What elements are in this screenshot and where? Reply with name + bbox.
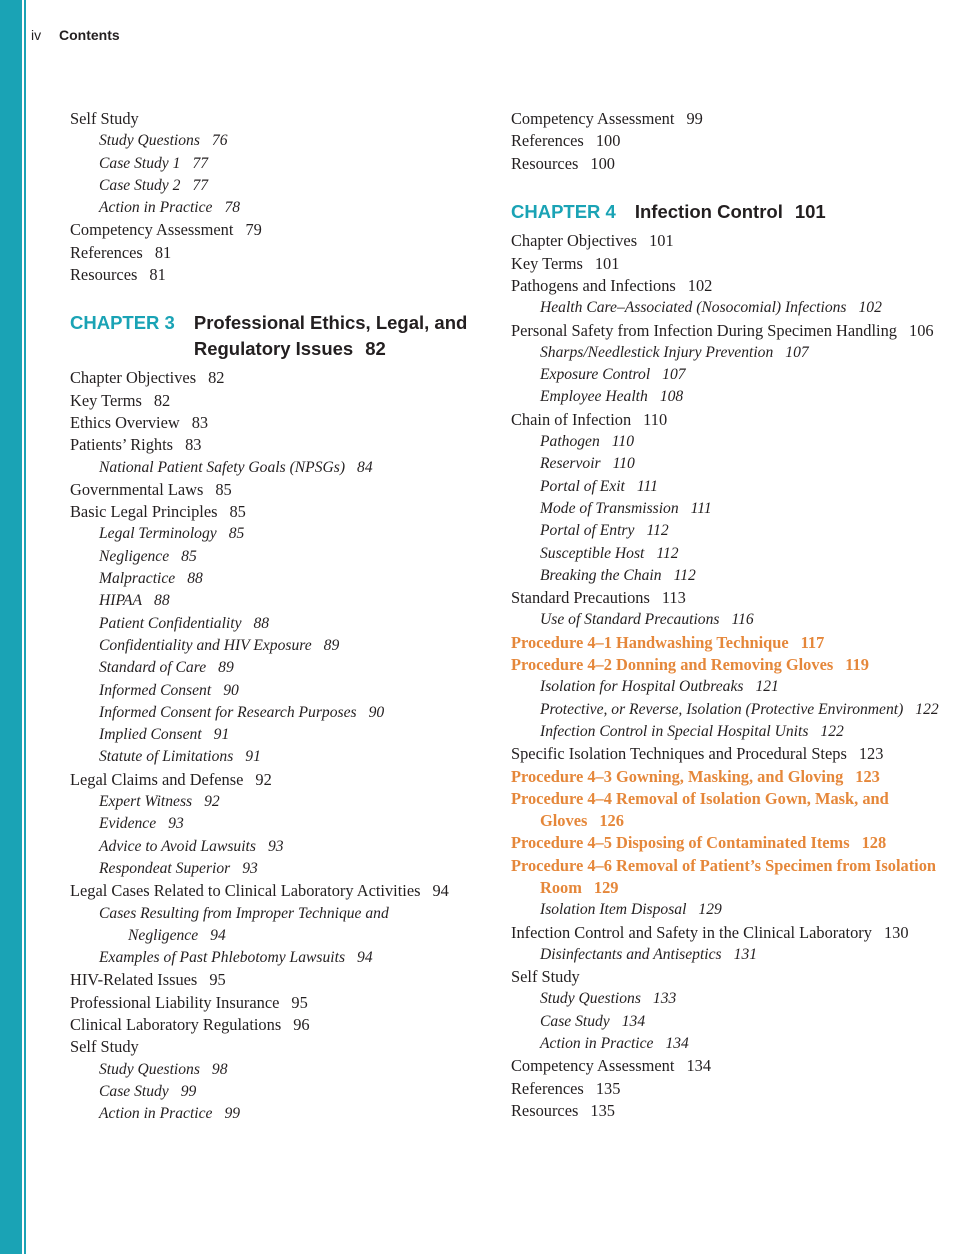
toc-entry-text: Advice to Avoid Lawsuits — [99, 837, 256, 855]
toc-entry-page: 91 — [213, 726, 230, 744]
toc-subentry[interactable] — [511, 364, 951, 386]
toc-subentry[interactable] — [70, 947, 470, 969]
toc-entry-page: 112 — [673, 566, 696, 584]
toc-entry-text: Standard of Care — [99, 659, 207, 677]
toc-entry-text: Legal Cases Related to Clinical Laboratory Activities — [70, 881, 421, 901]
toc-entry-page: 123 — [858, 744, 884, 764]
toc-subentry[interactable] — [511, 899, 951, 921]
toc-entry-text: Personal Safety from Infection During Specimen Handling — [511, 320, 897, 340]
toc-entry-page: 134 — [665, 1035, 689, 1053]
toc-procedure-entry[interactable] — [511, 855, 951, 900]
toc-entry-page: 106 — [909, 320, 934, 340]
toc-entry-text: Disinfectants and Antiseptics — [540, 945, 722, 963]
toc-entry-text: Case Study 1 — [99, 154, 181, 172]
toc-entry-page: 116 — [731, 611, 754, 629]
toc-entry-text: Malpractice — [99, 570, 176, 588]
toc-entry-text: Study Questions — [99, 1060, 200, 1078]
toc-entry[interactable] — [70, 479, 470, 501]
toc-entry-page: 123 — [855, 766, 880, 786]
chapter-title[interactable] — [194, 310, 470, 361]
toc-entry-page: 113 — [661, 588, 686, 608]
toc-subentry[interactable] — [511, 676, 951, 698]
toc-entry-page: 76 — [211, 132, 228, 150]
toc-entry-text: Protective, or Reverse, Isolation (Protective Environment) — [540, 700, 904, 718]
toc-entry-page: 135 — [590, 1100, 615, 1120]
toc-entry-text: Resources — [511, 153, 579, 173]
toc-entry-text: Ethics Overview — [70, 412, 180, 432]
toc-entry[interactable] — [511, 409, 951, 431]
chapter-heading-4 — [511, 199, 951, 225]
toc-entry-page: 84 — [357, 458, 373, 476]
toc-entry-text: National Patient Safety Goals (NPSGs) — [99, 458, 346, 476]
toc-entry-text: Breaking the Chain — [540, 566, 662, 584]
toc-entry[interactable] — [511, 743, 951, 765]
toc-entry-text: Patient Confidentiality — [99, 614, 242, 632]
toc-subentry[interactable] — [70, 858, 470, 880]
toc-entry-page: 131 — [733, 945, 758, 963]
toc-entry-text: Statute of Limitations — [99, 748, 234, 766]
toc-entry-text: References — [511, 1078, 584, 1098]
toc-entry-text: Competency Assessment — [511, 109, 675, 128]
toc-entry-page: 117 — [800, 632, 825, 652]
toc-subentry[interactable] — [70, 568, 470, 590]
toc-entry-page: 102 — [687, 275, 713, 295]
toc-entry-page: 133 — [652, 990, 677, 1008]
toc-subentry[interactable] — [511, 453, 951, 475]
toc-entry-page: 83 — [185, 435, 202, 455]
toc-entry-page: 110 — [643, 409, 668, 429]
toc-entry-text: Study Questions — [540, 990, 641, 1008]
toc-entry-page: 99 — [686, 109, 703, 128]
toc-entry-text: Employee Health — [540, 388, 648, 406]
toc-entry-page: 128 — [861, 833, 887, 853]
toc-entry-page: 85 — [229, 502, 246, 522]
toc-entry[interactable] — [70, 108, 470, 130]
toc-entry-text: References — [511, 131, 584, 151]
toc-entry-page: 135 — [595, 1078, 621, 1098]
toc-entry-text: Basic Legal Principles — [70, 502, 218, 522]
toc-entry-text: Action in Practice — [99, 199, 213, 217]
toc-entry-page: 88 — [253, 614, 270, 632]
toc-entry-page: 111 — [636, 477, 658, 495]
toc-entry[interactable] — [511, 153, 951, 175]
toc-entry-page: 112 — [646, 522, 669, 540]
toc-entry-text: Implied Consent — [99, 726, 202, 744]
toc-entry[interactable] — [70, 1014, 470, 1036]
toc-entry-page: 77 — [192, 154, 209, 172]
toc-entry-page: 93 — [267, 837, 284, 855]
toc-entry-page: 90 — [368, 703, 385, 721]
toc-entry-text: Action in Practice — [99, 1105, 213, 1123]
toc-entry-text: Procedure 4–5 Disposing of Contaminated Items — [511, 833, 850, 853]
toc-subentry[interactable] — [70, 680, 470, 702]
toc-entry-text: Expert Witness — [99, 793, 193, 811]
toc-entry-text: Pathogens and Infections — [511, 275, 676, 295]
toc-entry-text: Case Study 2 — [99, 176, 181, 194]
toc-subentry[interactable] — [70, 175, 470, 197]
toc-subentry[interactable] — [70, 702, 470, 724]
toc-subentry[interactable] — [511, 476, 951, 498]
toc-subentry[interactable] — [70, 746, 470, 768]
toc-entry-page: 82 — [153, 390, 171, 410]
toc-entry-page: 111 — [690, 499, 712, 517]
toc-entry-text: HIV-Related Issues — [70, 970, 198, 990]
toc-subentry[interactable] — [511, 609, 951, 631]
toc-entry-text: Procedure 4–4 Removal of Isolation Gown, Mask, and Gloves — [511, 788, 889, 831]
toc-entry-text: Self Study — [70, 1037, 139, 1057]
toc-entry-page: 96 — [293, 1014, 310, 1034]
toc-entry[interactable] — [70, 264, 470, 286]
toc-entry-text: Isolation Item Disposal — [540, 901, 687, 919]
toc-entry-text: Negligence — [99, 547, 170, 565]
toc-entry-page: 92 — [255, 769, 272, 789]
chapter-page: 82 — [365, 337, 386, 359]
toc-subentry[interactable] — [70, 903, 470, 948]
chapter-label: CHAPTER 4 — [511, 200, 616, 222]
toc-subentry[interactable] — [70, 523, 470, 545]
toc-entry[interactable] — [511, 320, 951, 342]
toc-entry-page: 90 — [223, 681, 239, 699]
toc-entry[interactable] — [70, 1036, 470, 1058]
toc-entry-text: Chain of Infection — [511, 409, 632, 429]
toc-entry-page: 121 — [755, 678, 779, 696]
toc-entry-text: Susceptible Host — [540, 544, 645, 562]
toc-entry[interactable] — [70, 242, 470, 264]
toc-entry-page: 107 — [785, 343, 809, 361]
chapter-title-text: Infection Control — [634, 200, 783, 222]
toc-entry[interactable] — [70, 219, 470, 241]
toc-entry-page: 100 — [595, 131, 621, 151]
toc-entry-text: Case Study — [99, 1082, 169, 1100]
toc-entry-text: Infection Control and Safety in the Clinical Laboratory — [511, 922, 872, 942]
toc-entry-text: Informed Consent for Research Purposes — [99, 703, 357, 721]
toc-subentry[interactable] — [511, 498, 951, 520]
toc-procedure-entry[interactable] — [511, 832, 951, 854]
toc-entry-text: Legal Terminology — [99, 525, 217, 543]
toc-subentry[interactable] — [511, 565, 951, 587]
toc-entry[interactable] — [511, 966, 951, 988]
toc-entry-page: 122 — [915, 700, 939, 718]
toc-entry-text: Self Study — [511, 967, 580, 987]
chapter-heading-3 — [70, 310, 470, 361]
toc-entry-text: Evidence — [99, 815, 157, 833]
toc-entry-page: 99 — [180, 1082, 197, 1100]
toc-entry[interactable] — [511, 275, 951, 297]
toc-entry[interactable] — [511, 108, 951, 130]
toc-subentry[interactable] — [70, 791, 470, 813]
toc-entry[interactable] — [70, 969, 470, 991]
toc-entry-text: Specific Isolation Techniques and Procedural Steps — [511, 744, 847, 764]
running-header — [31, 27, 120, 43]
toc-entry-page: 101 — [594, 253, 620, 273]
toc-entry[interactable] — [70, 501, 470, 523]
toc-entry-page: 94 — [210, 926, 226, 944]
toc-entry-page: 85 — [215, 479, 232, 499]
toc-entry-page: 102 — [858, 299, 882, 317]
toc-entry[interactable] — [511, 253, 951, 275]
toc-entry[interactable] — [511, 230, 951, 252]
toc-subentry[interactable] — [70, 836, 470, 858]
chapter-page: 101 — [794, 200, 826, 222]
toc-right-column — [511, 108, 951, 1122]
toc-entry-page: 112 — [656, 544, 679, 562]
toc-list-right — [511, 230, 951, 1122]
toc-entry-text: Competency Assessment — [511, 1056, 675, 1076]
edge-color-bar — [0, 0, 22, 1254]
toc-entry-text: Mode of Transmission — [540, 499, 679, 517]
toc-list-left-pre — [70, 108, 470, 286]
toc-entry-text: Infection Control in Special Hospital Units — [540, 722, 809, 740]
chapter-label: CHAPTER 3 — [70, 312, 175, 334]
toc-subentry[interactable] — [70, 590, 470, 612]
toc-entry[interactable] — [511, 587, 951, 609]
toc-entry-page: 134 — [686, 1056, 712, 1076]
toc-entry-page: 94 — [432, 881, 449, 901]
toc-entry-page: 78 — [224, 199, 241, 217]
toc-subentry[interactable] — [511, 988, 951, 1010]
toc-entry-page: 85 — [181, 547, 197, 565]
toc-entry-text: Standard Precautions — [511, 588, 650, 608]
toc-subentry[interactable] — [511, 342, 951, 364]
toc-entry-text: Resources — [511, 1100, 579, 1120]
edge-rule — [24, 0, 26, 1254]
toc-entry-text: Isolation for Hospital Outbreaks — [540, 678, 744, 696]
toc-entry-text: Examples of Past Phlebotomy Lawsuits — [99, 949, 346, 967]
toc-entry[interactable] — [511, 1078, 951, 1100]
toc-entry-text: Patients’ Rights — [70, 435, 174, 455]
toc-entry-page: 129 — [593, 878, 619, 897]
toc-subentry[interactable] — [70, 635, 470, 657]
toc-subentry[interactable] — [70, 1081, 470, 1103]
toc-procedure-entry[interactable] — [511, 766, 951, 788]
toc-entry-page: 100 — [590, 153, 615, 173]
toc-entry[interactable] — [511, 1055, 951, 1077]
toc-entry-page: 122 — [820, 722, 844, 740]
toc-procedure-entry[interactable] — [511, 788, 951, 833]
toc-entry[interactable] — [511, 130, 951, 152]
toc-entry-page: 93 — [168, 815, 184, 833]
toc-entry-text: Governmental Laws — [70, 479, 204, 499]
toc-entry-text: Procedure 4–3 Gowning, Masking, and Gloving — [511, 766, 844, 786]
toc-entry-text: Chapter Objectives — [511, 231, 638, 251]
toc-subentry[interactable] — [511, 431, 951, 453]
toc-subentry[interactable] — [70, 657, 470, 679]
toc-entry-text: Reservoir — [540, 455, 601, 473]
toc-entry-page: 93 — [242, 859, 258, 877]
toc-subentry[interactable] — [70, 457, 470, 479]
toc-entry-text: Informed Consent — [99, 681, 212, 699]
toc-entry-text: References — [70, 242, 143, 262]
toc-entry-text: Procedure 4–2 Donning and Removing Gloves — [511, 655, 834, 675]
toc-subentry[interactable] — [511, 297, 951, 319]
toc-entry-page: 92 — [204, 793, 220, 811]
toc-entry-text: Key Terms — [511, 253, 583, 273]
toc-entry[interactable] — [511, 922, 951, 944]
toc-entry-page: 77 — [192, 176, 209, 194]
toc-entry[interactable] — [70, 367, 470, 389]
toc-entry-page: 110 — [612, 455, 635, 473]
toc-entry-page: 89 — [218, 659, 234, 677]
toc-entry-text: Chapter Objectives — [70, 368, 197, 388]
toc-entry-page: 83 — [191, 412, 209, 432]
toc-entry-page: 94 — [357, 949, 373, 967]
toc-subentry[interactable] — [70, 613, 470, 635]
toc-subentry[interactable] — [511, 543, 951, 565]
toc-entry[interactable] — [70, 769, 470, 791]
toc-subentry[interactable] — [70, 153, 470, 175]
toc-entry-text: HIPAA — [99, 592, 143, 610]
toc-entry-text: Portal of Entry — [540, 522, 635, 540]
chapter-title-text: Professional Ethics, Legal, and Regulatory Issues — [193, 312, 468, 359]
toc-entry-text: Action in Practice — [540, 1035, 654, 1053]
toc-entry-page: 81 — [149, 265, 166, 285]
toc-entry-text: Procedure 4–1 Handwashing Technique — [511, 632, 789, 652]
toc-entry-text: Exposure Control — [540, 366, 651, 384]
toc-subentry[interactable] — [511, 721, 951, 743]
toc-subentry[interactable] — [511, 944, 951, 966]
toc-entry-text: Portal of Exit — [540, 477, 625, 495]
toc-entry-page: 129 — [698, 901, 722, 919]
toc-subentry[interactable] — [511, 699, 951, 721]
toc-entry-text: Resources — [70, 265, 138, 285]
toc-entry[interactable] — [70, 412, 470, 434]
toc-entry-text: Cases Resulting from Improper Technique and Negligence — [99, 904, 389, 944]
toc-subentry[interactable] — [70, 130, 470, 152]
toc-subentry[interactable] — [511, 520, 951, 542]
toc-entry-text: Health Care–Associated (Nosocomial) Infections — [540, 299, 847, 317]
toc-entry-text: Study Questions — [99, 132, 200, 150]
toc-entry[interactable] — [70, 434, 470, 456]
toc-entry-page: 95 — [291, 992, 308, 1012]
toc-list-left — [70, 367, 470, 1125]
toc-procedure-entry[interactable] — [511, 632, 951, 654]
toc-entry-text: Key Terms — [70, 390, 142, 410]
toc-entry-text: Procedure 4–6 Removal of Patient’s Specimen from Isolation Room — [511, 855, 937, 897]
toc-subentry[interactable] — [511, 1033, 951, 1055]
chapter-title[interactable] — [635, 199, 826, 225]
toc-entry-text: Competency Assessment — [70, 220, 234, 240]
toc-entry-page: 99 — [224, 1105, 241, 1123]
toc-subentry[interactable] — [70, 813, 470, 835]
toc-subentry[interactable] — [70, 1103, 470, 1125]
toc-entry-page: 108 — [659, 388, 684, 406]
toc-entry-text: Clinical Laboratory Regulations — [70, 1014, 282, 1034]
toc-procedure-entry[interactable] — [511, 654, 951, 676]
toc-entry-page: 110 — [611, 433, 634, 451]
toc-subentry[interactable] — [70, 1059, 470, 1081]
section-title: Contents — [59, 27, 120, 43]
toc-subentry[interactable] — [511, 1011, 951, 1033]
toc-subentry[interactable] — [70, 546, 470, 568]
toc-entry-page: 119 — [845, 655, 869, 675]
toc-entry-page: 91 — [245, 748, 261, 766]
toc-entry[interactable] — [70, 880, 470, 902]
toc-subentry[interactable] — [70, 724, 470, 746]
toc-entry-text: Self Study — [70, 109, 139, 128]
toc-list-right-pre — [511, 108, 951, 175]
toc-entry-text: Legal Claims and Defense — [70, 769, 244, 789]
toc-entry-page: 130 — [883, 922, 909, 942]
toc-left-column — [70, 108, 470, 1125]
page-number: iv — [31, 27, 42, 43]
toc-entry-text: Pathogen — [540, 433, 600, 451]
toc-entry-page: 88 — [154, 592, 170, 610]
toc-subentry[interactable] — [70, 197, 470, 219]
toc-entry-page: 88 — [187, 570, 203, 588]
toc-entry-text: Sharps/Needlestick Injury Prevention — [540, 343, 774, 361]
toc-entry-text: Confidentiality and HIV Exposure — [99, 636, 312, 654]
toc-entry-page: 98 — [211, 1060, 228, 1078]
toc-entry[interactable] — [511, 1100, 951, 1122]
toc-entry-page: 79 — [245, 220, 262, 240]
toc-subentry[interactable] — [511, 386, 951, 408]
toc-entry-text: Case Study — [540, 1012, 610, 1030]
toc-entry-page: 101 — [649, 231, 674, 251]
toc-entry[interactable] — [70, 390, 470, 412]
toc-entry-page: 134 — [621, 1012, 646, 1030]
toc-entry-page: 95 — [209, 970, 226, 990]
toc-entry-text: Respondeat Superior — [99, 859, 231, 877]
toc-entry-page: 81 — [154, 242, 172, 262]
toc-entry[interactable] — [70, 992, 470, 1014]
toc-entry-page: 85 — [228, 525, 245, 543]
toc-entry-text: Use of Standard Precautions — [540, 611, 720, 629]
toc-entry-page: 82 — [208, 368, 225, 388]
toc-entry-page: 107 — [662, 366, 686, 384]
toc-entry-page: 89 — [323, 636, 340, 654]
toc-entry-page: 126 — [599, 811, 624, 831]
toc-entry-text: Professional Liability Insurance — [70, 992, 280, 1012]
